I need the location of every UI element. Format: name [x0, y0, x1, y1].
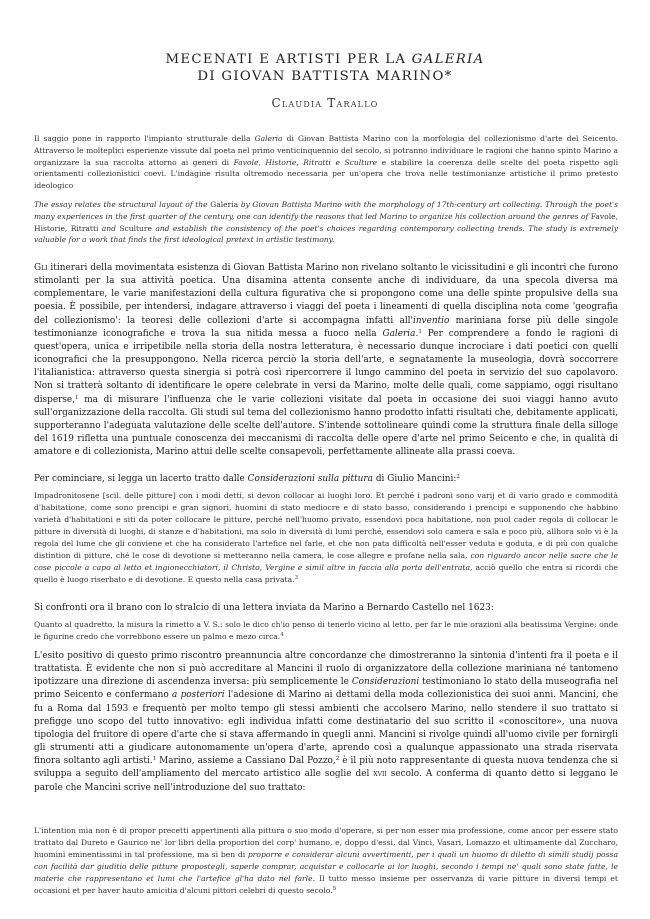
- author-name: Claudia Tarallo: [271, 96, 379, 110]
- block-quote-introduction: L'intention mia non è di propor precetti appertinenti alla pittura o suo modo d'operare, si per non esser mia professione, come ancor per essere stato trattato dal Dureto e Gaurico ne' lor libri della proportion del corp' humano, e, doppo d'essi, dal Vinci, Vasari, Lomazzo et ultimamente dal Zuccharo, huomini eminentissimi in tal professione, ma si ben di proporre e considerar alcuni avvertimenti, per i quali un huomo di diletto di simili studij possa con facilità dar giuditio delle pitture propostegli, saperle comprar, acquistar e collocarle ai lor luoghi, secondo i tempi ne' quali sono state fatte, le materie che rappresentano et lumi che l'artefice gl'ha dato nel farle. Il tutto messo insieme per osservanza di varie pitture in diversi tempi et occasioni et per haver hauto amicitia d'alcuni pittori celebri di questo secolo.$^5$: [34, 826, 618, 896]
- block-quote-mancini: Impadronitosene [scil. delle pitture] con i modi detti, si devon collocar ai luoghi loro. Et perché i padroni sono varij et di vario grado e commodità d'habitatione, come sono prencipi e gran signori, huomini di stato mediocre e di stato basso, considerando i prencipi e supponendo che habbino varietà d'habitationi e siti da poter collocare le pitture, perché nell'huomo privato, essendovi poca habitatione, non puol cader regola di collocar le pitture in diversità di luoghi, di stanze e d'habitationi, ma solo in diversità di lumi perché, essendovi solo camera e sala e poco più, allhora solo vi è la regola del lume che gli conviene et che ha considerato l'artefice nel farle, et che non pata difficoltà nell'esser veduta e goduta, e di più con qualche distintion di pitture, ché le cose di devotione si metteranno nella camera, le cose allegre e profane nella sala, con riguardo ancor nelle sacre che le cose piccole a capo al letto et ingionecchiatori, il Christo, Vergine e simil altre in faccia alla porta dell'entrata, acciò quello che entra si ricordi che quello è luogo riserbato e di devotione. E questo nella casa privata.$^3$: [34, 491, 618, 585]
- abstract-italian: Il saggio pone in rapporto l'impianto strutturale della Galeria di Giovan Battista Marino con la morfologia del collezionismo d'arte del Seicento. Attraverso le molteplici esperienze vissute dal poeta nel primo venticinquennio del secolo, si potranno individuare le ragioni che hanno spinto Marino a organizzare la sua raccolta attorno ai generi di Favole, Historie, Ritratti e Sculture e stabilire la coerenza delle scelte del poeta rispetto agli orientamenti collezionistici coevi. L'indagine risulta oltremodo necessaria per un'opera che trova nelle testimonianze artistiche il primo pretesto ideologico: [34, 134, 618, 191]
- abstract-english: The essay relates the structural layout of the Galeria by Giovan Battista Marino with the morphology of 17th-century art collecting. Through the poet's many experiences in the first quarter of the century, one can identify the reasons that led Marino to organize his collection around the genres of Favole, Historie, Ritratti and Sculture and establish the consistency of the poet's choices regarding contemporary collecting trends. The study is extremely valuable for a work that finds the first ideological pretext in artistic testimony.: [34, 200, 618, 245]
- block-quote-letter: Quanto al quadretto, la misura la rimetto a V. S.: solo le dico ch'io penso di tenerlo vicino al letto, per far le mie orazioni alla beatissima Vergine; onde le figurine credo che vorrebbono essere un palmo e mezo circa.$^4$: [34, 620, 618, 642]
- article-title-line-2: DI GIOVAN BATTISTA MARINO*: [197, 69, 453, 84]
- lead-in-paragraph-2: Si confronti ora il brano con lo stralcio di una lettera inviata da Marino a Bernardo Castello nel 1623:: [34, 603, 494, 613]
- lead-in-paragraph-1: Per cominciare, si legga un lacerto tratto dalle Considerazioni sulla pittura di Giulio Mancini:$^2$: [34, 474, 460, 484]
- article-title-line-1: MECENATI E ARTISTI PER LA GALERIA: [165, 52, 485, 67]
- main-paragraph: L'esito positivo di questo primo riscontro preannuncia altre concordanze che dimostreranno la sintonia d'intenti fra il poeta e il trattatista. È evidente che non si può accreditare al Mancini il ruolo di organizzatore della collezione mariniana né tantomeno ipotizzare una direzione di ascendenza inversa: più semplicemente le Considerazioni testimoniano lo stato della museografia nel primo Seicento e confermano a posteriori l'adesione di Marino ai dettami della moda collezionistica dei suoi anni. Mancini, che fu a Roma dal 1593 e frequentò per molto tempo gli stessi ambienti che accolsero Marino, nello stendere il suo trattato si prefigge uno scopo del tutto innovativo: egli individua infatti come destinatario del suo scritto il «conoscitore», una nuova tipologia del fruitore di opere d'arte che si stava affermando in quegli anni. Mancini si rivolge quindi all'uomo civile per fornirgli gli strumenti atti a giudicare autonomamente un'opera d'arte, aprendo così a qualunque appassionato una strada riservata finora soltanto agli artisti.$^1$ Marino, assieme a Cassiano Dal Pozzo,$^2$ è il più noto rappresentante di questa nuova tendenza che si sviluppa a seguito dell'ampliamento del mercato artistico alle soglie del xvii secolo. A conferma di quanto detto si leggano le parole che Mancini scrive nell'introduzione del suo trattato:: [34, 651, 619, 793]
- intro-paragraph: Gli itinerari della movimentata esistenza di Giovan Battista Marino non rivelano soltanto le vicissitudini e gli incontri che furono stimolanti per la sua attività poetica. Una disamina attenta consente anche di individuare, da una specola diversa ma complementare, le varie manifestazioni della cultura figurativa che si propongono come una delle spinte propulsive della sua poesia. È possibile, per intendersi, indagare attraverso i viaggi del poeta i lineamenti di quella disciplina nota come 'geografia del collezionismo': la teoresi delle collezioni d'arte si accompagna infatti all'inventio mariniana forse più delle singole testimonianze iconografiche e trova la sua nitida messa a fuoco nella Galeria.$^1$ Per comprendere a fondo le ragioni di quest'opera, unica e irripetibile nella storia della nostra letteratura, è necessario dunque incrociare i dati poetici con quelli iconografici che la presuppongono. Nella ricerca perciò la storia dell'arte, e segnatamente la museologia, dovrà soccorrere l'italianistica: attraverso questa sinergia si potrà così ripercorrere il lungo cammino del poeta in servizio del suo capolavoro. Non si tratterà soltanto di identificare le opere celebrate in versi da Marino, molte delle quali, come sappiamo, oggi risultano disperse,$^1$ ma di misurare l'influenza che le varie collezioni visitate dal poeta in occasione dei suoi viaggi hanno avuto sull'organizzazione della raccolta. Gli studi sul tema del collezionismo hanno prodotto infatti risultati che, debitamente applicati, supporteranno l'adeguata valutazione delle scelte dell'autore. S'intende sottolineare quindi come la struttura finale della silloge del 1619 rifletta una puntuale conoscenza dei meccanismi di raccolta delle opere d'arte nel primo Seicento e che, in qualità di amatore e di collezionista, Marino attui delle scelte consapevoli, perfettamente allineate alla prassi coeva.: [34, 263, 618, 458]
